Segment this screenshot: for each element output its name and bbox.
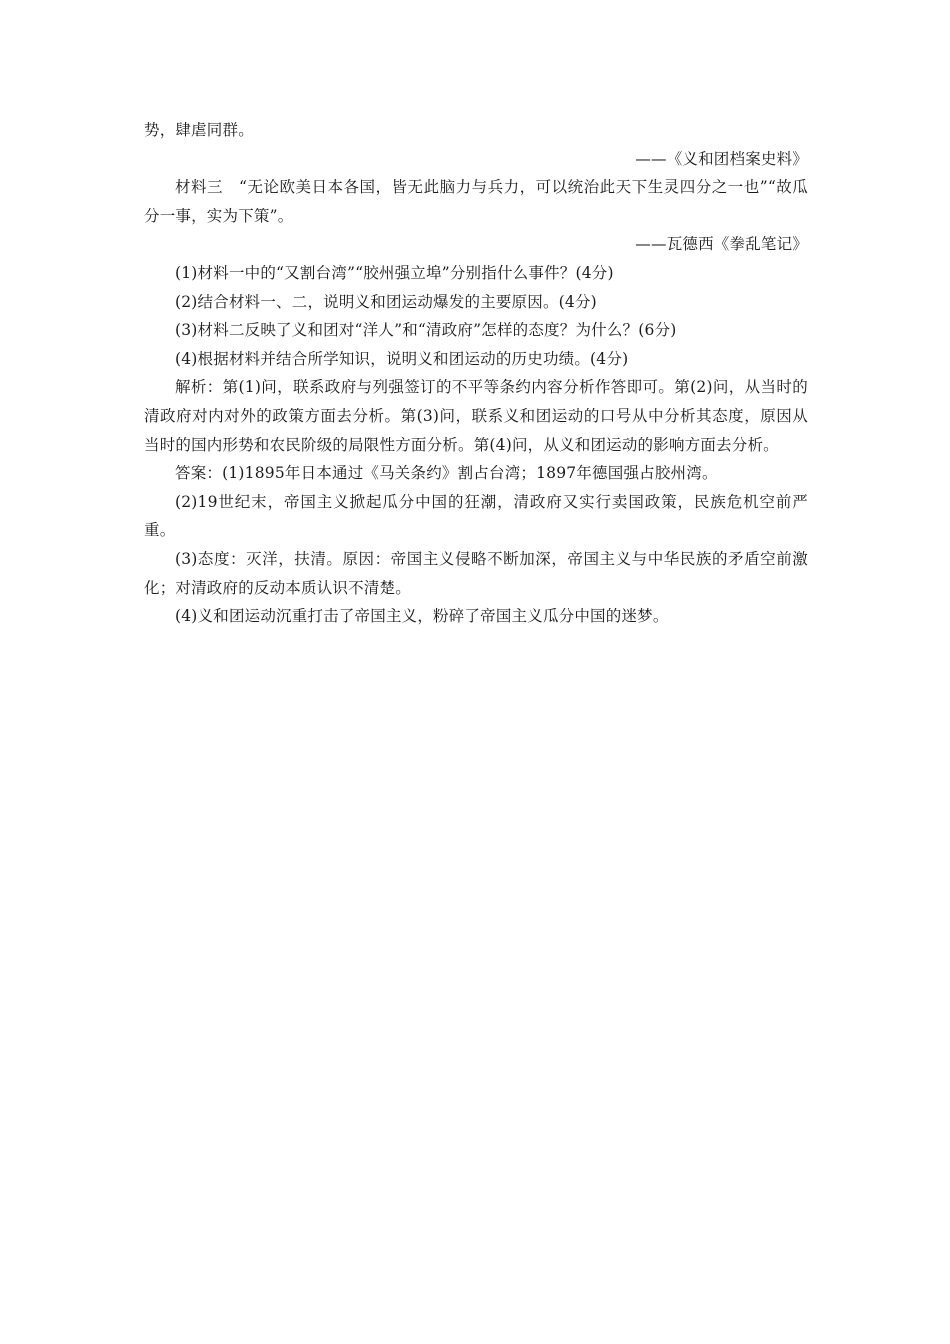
document-page (144, 116, 808, 631)
material-three-source: ——瓦德西《拳乱笔记》 (635, 235, 808, 254)
question-1: (1)材料一中的“又割台湾”“胶州强立埠”分别指什么事件？(4分) (175, 263, 614, 282)
answer-4: (4)义和团运动沉重打击了帝国主义，粉碎了帝国主义瓜分中国的迷梦。 (175, 607, 669, 626)
question-4: (4)根据材料并结合所学知识，说明义和团运动的历史功绩。(4分) (175, 349, 629, 368)
answer-1: 答案：(1)1895年日本通过《马关条约》割占台湾；1897年德国强占胶州湾。 (175, 464, 718, 483)
answer-3: (3)态度：灭洋，扶清。原因：帝国主义侵略不断加深，帝国主义与中华民族的矛盾空前激化；对清政府的反动本质认识不清楚。 (144, 549, 808, 597)
material-three-label: 材料三 (175, 178, 224, 197)
material-two-tail: 势，肆虐同群。 (144, 121, 254, 139)
material-two-source: ——《义和团档案史料》 (635, 149, 808, 168)
analysis-paragraph: 解析：第(1)问，联系政府与列强签订的不平等条约内容分析作答即可。第(2)问，从当时的清政府对内对外的政策方面去分析。第(3)问，联系义和团运动的口号从中分析其态度，原因从当时的国内形势和农民阶级的局限性方面分析。第(4)问，从义和团运动的影响方面去分析。 (144, 378, 808, 454)
answer-2: (2)19世纪末，帝国主义掀起瓜分中国的狂潮，清政府又实行卖国政策，民族危机空前严重。 (144, 492, 808, 540)
question-2: (2)结合材料一、二，说明义和团运动爆发的主要原因。(4分) (175, 292, 597, 311)
material-three (144, 173, 808, 230)
question-3: (3)材料二反映了义和团对“洋人”和“清政府”怎样的态度？为什么？(6分) (175, 321, 677, 340)
material-three-text: “无论欧美日本各国，皆无此脑力与兵力，可以统治此天下生灵四分之一也”“故瓜分一事，实为下策”。 (144, 178, 808, 225)
